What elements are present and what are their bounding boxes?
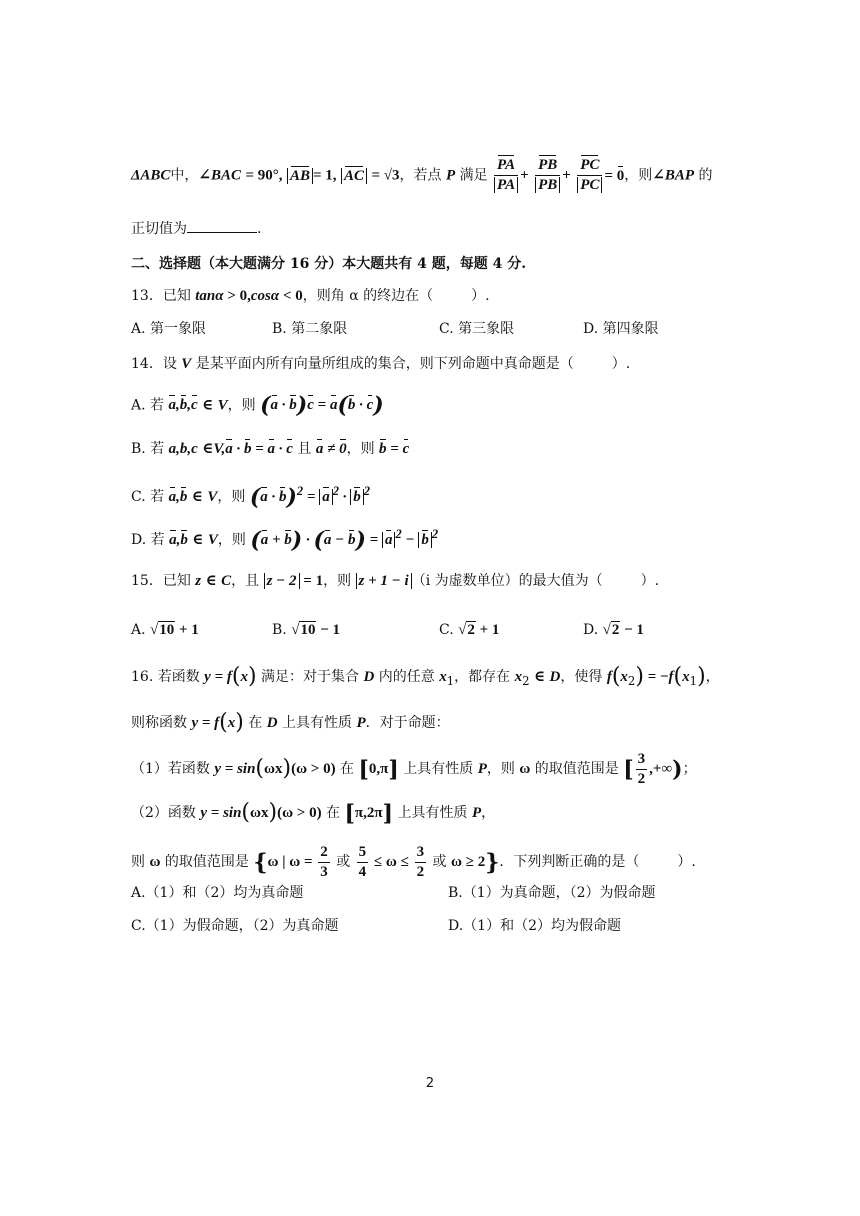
q12-line2: 正切值为 .	[131, 221, 262, 237]
q16-line3: （1）若函数 y = sin(ωx)(ω > 0) 在 [0,π] 上具有性质 P，则 ω 的取值范围是 [ $\frac{3}{2}$ ,+∞)；	[131, 751, 697, 787]
q16-line1: 16. 若函数 y = f(x) 满足：对于集合 D 内的任意 $x_1$，都存在 $x_2$ ∈ D，使得 $f(x_2) = -f(x_1)$，	[131, 664, 720, 689]
q15-option-d[interactable]: D. √2 − 1	[583, 622, 644, 638]
q14-option-b[interactable]: B. 若 a,b,c ∈V,a · b = a · c 且 a ≠ 0，则 b = c	[131, 441, 410, 457]
section-heading: 二、选择题（本大题满分 16 分）本大题共有 4 题，每题 4 分.	[131, 256, 527, 272]
q16-option-c[interactable]: C.（1）为假命题，（2）为真命题	[131, 918, 339, 934]
q15-stem: 15．已知 z ∈ C，且 z − 2 = 1，则 z + 1 − i （i 为虚数单位）的最大值为（ ）.	[131, 573, 660, 589]
q16-line5: 则 ω 的取值范围是 {ω | ω = $\frac{2}{3}$ 或 $\frac{5}{4}$ ≤ ω ≤ $\frac{3}{2}$ 或 ω ≥ 2}．下列判断正确的是（ ）.	[131, 844, 696, 880]
page-number: 2	[425, 1076, 435, 1091]
q13-option-b[interactable]: B. 第二象限	[272, 321, 348, 337]
q13-option-c[interactable]: C. 第三象限	[439, 321, 515, 337]
q16-option-b[interactable]: B.（1）为真命题，（2）为假命题	[448, 885, 656, 901]
q16-line4: （2）函数 y = sin(ωx)(ω > 0) 在 [π,2π] 上具有性质 P，	[131, 800, 496, 827]
q15-option-c[interactable]: C. √2 + 1	[439, 622, 500, 638]
answer-blank[interactable]	[187, 220, 257, 233]
q16-line2: 则称函数 y = f(x) 在 D 上具有性质 P．对于命题：	[131, 710, 450, 735]
q13-stem: 13．已知 tanα > 0,cosα < 0，则角 α 的终边在（ ）.	[131, 288, 490, 304]
q16-option-a[interactable]: A.（1）和（2）均为真命题	[131, 885, 304, 901]
q14-stem: 14．设 V 是某平面内所有向量所组成的集合，则下列命题中真命题是（ ）.	[131, 356, 631, 372]
q14-option-d[interactable]: D. 若 a,b ∈ V，则 (a + b) · (a − b) = a $^2$ − b $^2$	[131, 527, 439, 554]
q14-option-a[interactable]: A. 若 a,b,c ∈ V，则 (a · b)c = a(b · c)	[131, 393, 384, 419]
q15-option-b[interactable]: B. √10 − 1	[272, 622, 340, 638]
q12-line1: ΔABC中，∠BAC = 90°, AB = 1, AC = √3，若点 P 满足 $\frac{PA}{PA}$ + $\frac{PB}{PB}$ + $\frac{PC}{PC}$ = 0，则∠BAP 的	[131, 157, 713, 193]
q14-option-c[interactable]: C. 若 a,b ∈ V，则 $(a \cdot b)^2 = a$ $^2$ · b $^2$	[131, 484, 370, 511]
q13-option-a[interactable]: A. 第一象限	[131, 321, 207, 337]
q12-answer-prompt: 正切值为	[131, 221, 187, 237]
q15-option-a[interactable]: A. √10 + 1	[131, 622, 199, 638]
q13-option-d[interactable]: D. 第四象限	[583, 321, 659, 337]
q16-option-d[interactable]: D.（1）和（2）均为假命题	[448, 918, 621, 934]
